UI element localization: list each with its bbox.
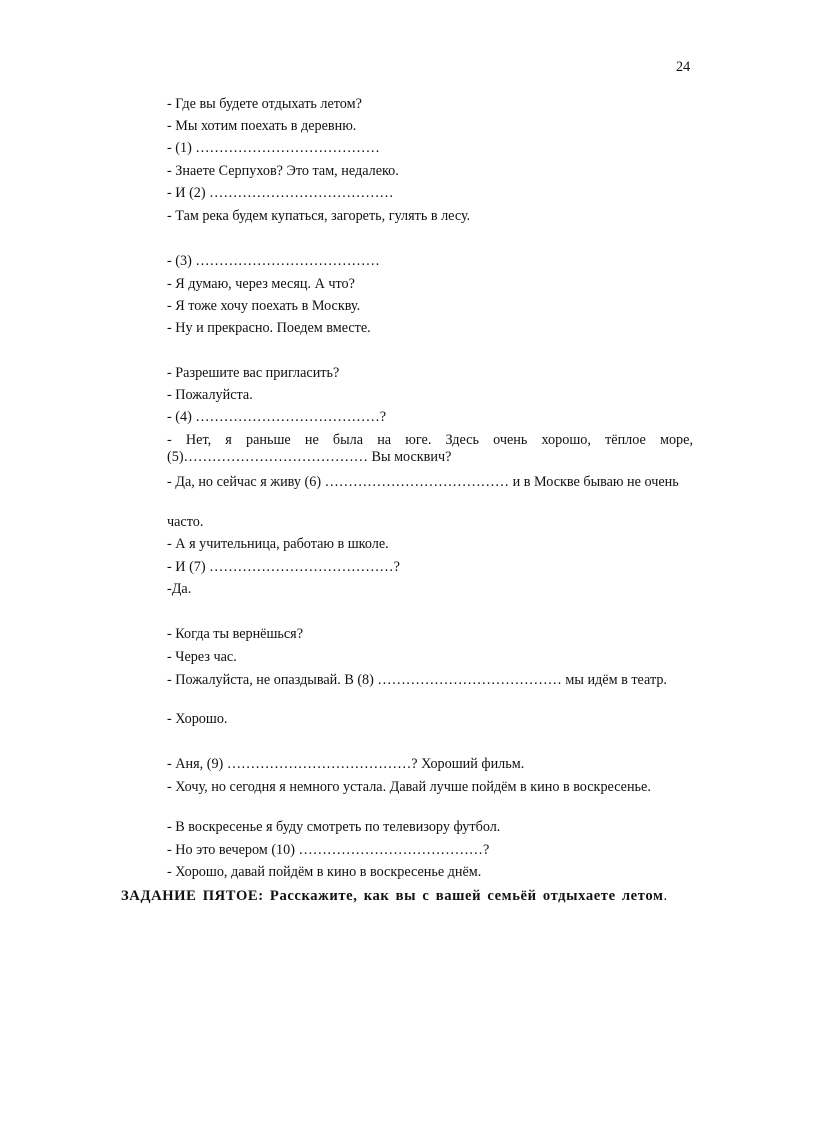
dialogue-line: - В воскресенье я буду смотреть по телевизору футбол. [167,819,501,835]
dialogue-line: - Пожалуйста. [167,387,253,403]
page-number: 24 [676,59,691,75]
dialogue-line: - Я думаю, через месяц. А что? [167,276,355,292]
dialogue-line: - Там река будем купаться, загореть, гулять в лесу. [167,208,471,224]
dialogue-line: - Мы хотим поехать в деревню. [167,118,357,134]
task-five-period: . [663,888,668,904]
dialogue-line: - (3) ………………………………… [167,253,380,269]
dialogue-line: - Нет, я раньше не была на юге. Здесь очень хорошо, тёплое море, (5)………………………………… Вы москвич? [167,432,693,465]
dialogue-line: - Когда ты вернёшься? [167,626,303,642]
dialogue-line: - Пожалуйста, не опаздывай. В (8) ………………………………… мы идём в театр. [167,672,667,688]
dialogue-line: - И (7) …………………………………? [167,559,400,575]
dialogue-line: - Хорошо, давай пойдём в кино в воскресенье днём. [167,864,482,880]
task-five-heading [121,886,693,907]
dialogue-line: - (4) …………………………………? [167,409,387,425]
task-five-bold-text: ЗАДАНИЕ ПЯТОЕ: Расскажите, как вы с вашей семьёй отдыхаете летом [121,888,664,904]
dialogue-line: - Ну и прекрасно. Поедем вместе. [167,320,371,336]
dialogue-line: - (1) ………………………………… [167,140,380,156]
dialogue-line: - Где вы будете отдыхать летом? [167,96,362,112]
dialogue-line: часто. [167,514,204,530]
dialogue-line: - Да, но сейчас я живу (6) ………………………………… и в Москве бываю не очень [167,474,679,490]
dialogue-line: - Знаете Серпухов? Это там, недалеко. [167,163,399,179]
dialogue-line: - Через час. [167,649,237,665]
dialogue-line: - Разрешите вас пригласить? [167,365,340,381]
dialogue-line: - А я учительница, работаю в школе. [167,536,389,552]
dialogue-line: - Я тоже хочу поехать в Москву. [167,298,361,314]
dialogue-line: - Хочу, но сегодня я немного устала. Давай лучше пойдём в кино в воскресенье. [167,779,651,795]
dialogue-line: -Да. [167,581,192,597]
dialogue-line: - И (2) ………………………………… [167,185,394,201]
dialogue-line: - Аня, (9) …………………………………? Хороший фильм. [167,756,525,772]
dialogue-line: - Но это вечером (10) …………………………………? [167,842,490,858]
dialogue-line: - Хорошо. [167,711,228,727]
